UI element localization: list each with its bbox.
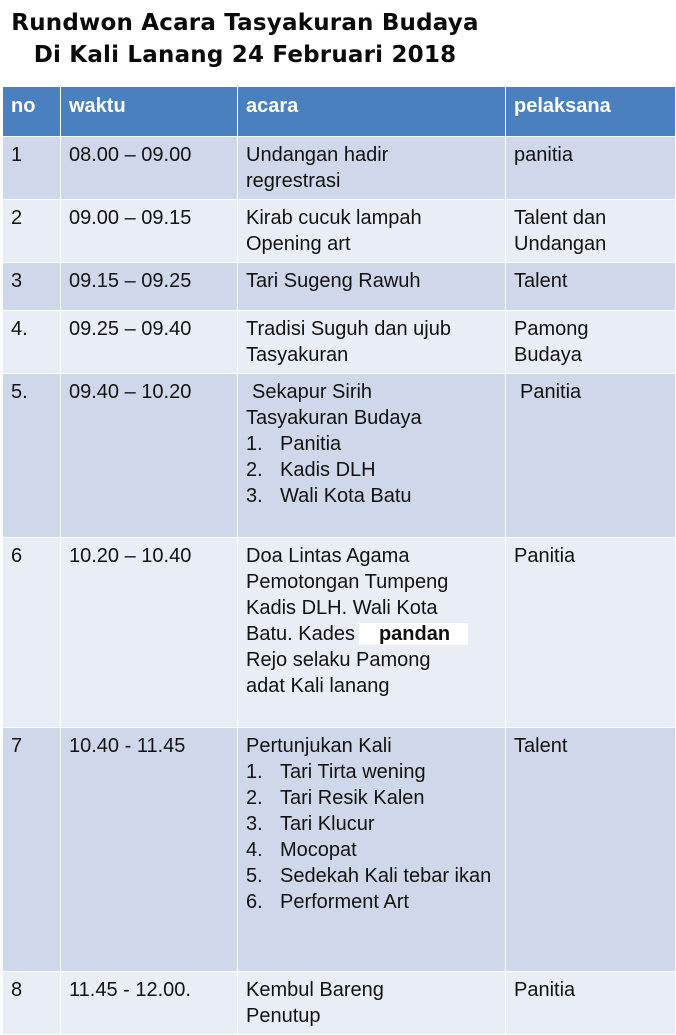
acara-text: Batu. Kades [246,623,355,645]
pelaksana-line: Panitia [520,381,582,403]
cell-no: 5. [3,374,61,538]
cell-acara [238,374,506,538]
cell-pelaksana [506,728,676,972]
acara-line: Rejo selaku Pamong [246,649,431,671]
cell-pelaksana [506,972,676,1035]
page-title-line1: Rundwon Acara Tasyakuran Budaya [11,10,479,36]
cell-no: 1 [3,137,61,200]
cell-pelaksana [506,263,676,311]
list-number: 1. [246,761,263,783]
cell-waktu: 11.45 - 12.00. [61,972,238,1035]
list-item [246,863,497,889]
cell-pelaksana [506,311,676,374]
pelaksana-line: Pamong [514,318,589,340]
pelaksana-line: Talent dan [514,207,607,229]
table-row [3,200,676,263]
cell-no: 8 [3,972,61,1035]
pelaksana-line: Talent [514,270,568,292]
title-block [0,0,676,88]
list-text: Tari Tirta wening [280,761,426,783]
acara-line [246,621,497,647]
list-text: Mocopat [280,839,357,861]
acara-line: Tari Sugeng Rawuh [246,270,421,292]
header-no: no [3,87,61,137]
table-header-row [3,87,676,137]
cell-acara [238,200,506,263]
header-acara: acara [238,87,506,137]
acara-line: Undangan hadir [246,144,389,166]
acara-line: Tasyakuran Budaya [246,407,422,429]
table-row [3,728,676,972]
list-item [246,889,497,915]
list-number: 4. [246,839,263,861]
acara-line: Pertunjukan Kali [246,735,392,757]
cell-waktu: 10.20 – 10.40 [61,538,238,728]
cell-acara [238,728,506,972]
cell-pelaksana [506,137,676,200]
cell-acara [238,538,506,728]
page-title-line2: Di Kali Lanang 24 Februari 2018 [33,42,457,68]
acara-line: Kirab cucuk lampah [246,207,422,229]
list-item [246,483,497,509]
list-text: Kadis DLH [280,459,376,481]
list-text: Performent Art [280,891,409,913]
cell-pelaksana [506,374,676,538]
table-row [3,311,676,374]
pelaksana-line: Panitia [514,545,576,567]
acara-line: adat Kali lanang [246,675,390,697]
cell-pelaksana [506,538,676,728]
highlight-word: pandan [359,623,468,645]
cell-acara [238,263,506,311]
list-text: Tari Resik Kalen [280,787,425,809]
cell-waktu: 09.15 – 09.25 [61,263,238,311]
list-number: 2. [246,787,263,809]
cell-acara [238,972,506,1035]
cell-waktu: 10.40 - 11.45 [61,728,238,972]
performance-list [246,759,497,915]
table-row [3,972,676,1035]
table-row [3,263,676,311]
list-item [246,811,497,837]
list-number: 2. [246,459,263,481]
list-number: 3. [246,485,263,507]
pelaksana-line: Budaya [514,344,582,366]
list-item [246,457,497,483]
acara-line: Sekapur Sirih [252,381,373,403]
acara-line: Tradisi Suguh dan ujub [246,318,451,340]
list-item [246,431,497,457]
cell-no: 2 [3,200,61,263]
cell-acara [238,311,506,374]
acara-line: Opening art [246,233,351,255]
list-text: Wali Kota Batu [280,485,412,507]
list-text: Tari Klucur [280,813,375,835]
list-item [246,837,497,863]
cell-acara [238,137,506,200]
list-item [246,785,497,811]
cell-waktu: 08.00 – 09.00 [61,137,238,200]
header-pelaksana: pelaksana [506,87,676,137]
cell-pelaksana [506,200,676,263]
acara-line: Doa Lintas Agama [246,545,410,567]
acara-line: Kadis DLH. Wali Kota [246,597,438,619]
table-row [3,137,676,200]
cell-no: 3 [3,263,61,311]
table-row [3,374,676,538]
list-number: 1. [246,433,263,455]
list-number: 3. [246,813,263,835]
rundown-table [2,86,676,1035]
cell-no: 4. [3,311,61,374]
pelaksana-line: panitia [514,144,573,166]
list-text: Sedekah Kali tebar ikan [280,865,492,887]
cell-waktu: 09.40 – 10.20 [61,374,238,538]
pelaksana-line: Panitia [514,979,576,1001]
pelaksana-line: Undangan [514,233,607,255]
list-number: 6. [246,891,263,913]
speaker-list [246,431,497,509]
acara-line: Kembul Bareng [246,979,384,1001]
header-waktu: waktu [61,87,238,137]
list-number: 5. [246,865,263,887]
cell-no: 7 [3,728,61,972]
acara-line: Pemotongan Tumpeng [246,571,449,593]
acara-line: Tasyakuran [246,344,349,366]
cell-no: 6 [3,538,61,728]
list-text: Panitia [280,433,342,455]
acara-line: Penutup [246,1005,321,1027]
table-row [3,538,676,728]
acara-line: regrestrasi [246,170,341,192]
cell-waktu: 09.00 – 09.15 [61,200,238,263]
list-item [246,759,497,785]
pelaksana-line: Talent [514,735,568,757]
cell-waktu: 09.25 – 09.40 [61,311,238,374]
